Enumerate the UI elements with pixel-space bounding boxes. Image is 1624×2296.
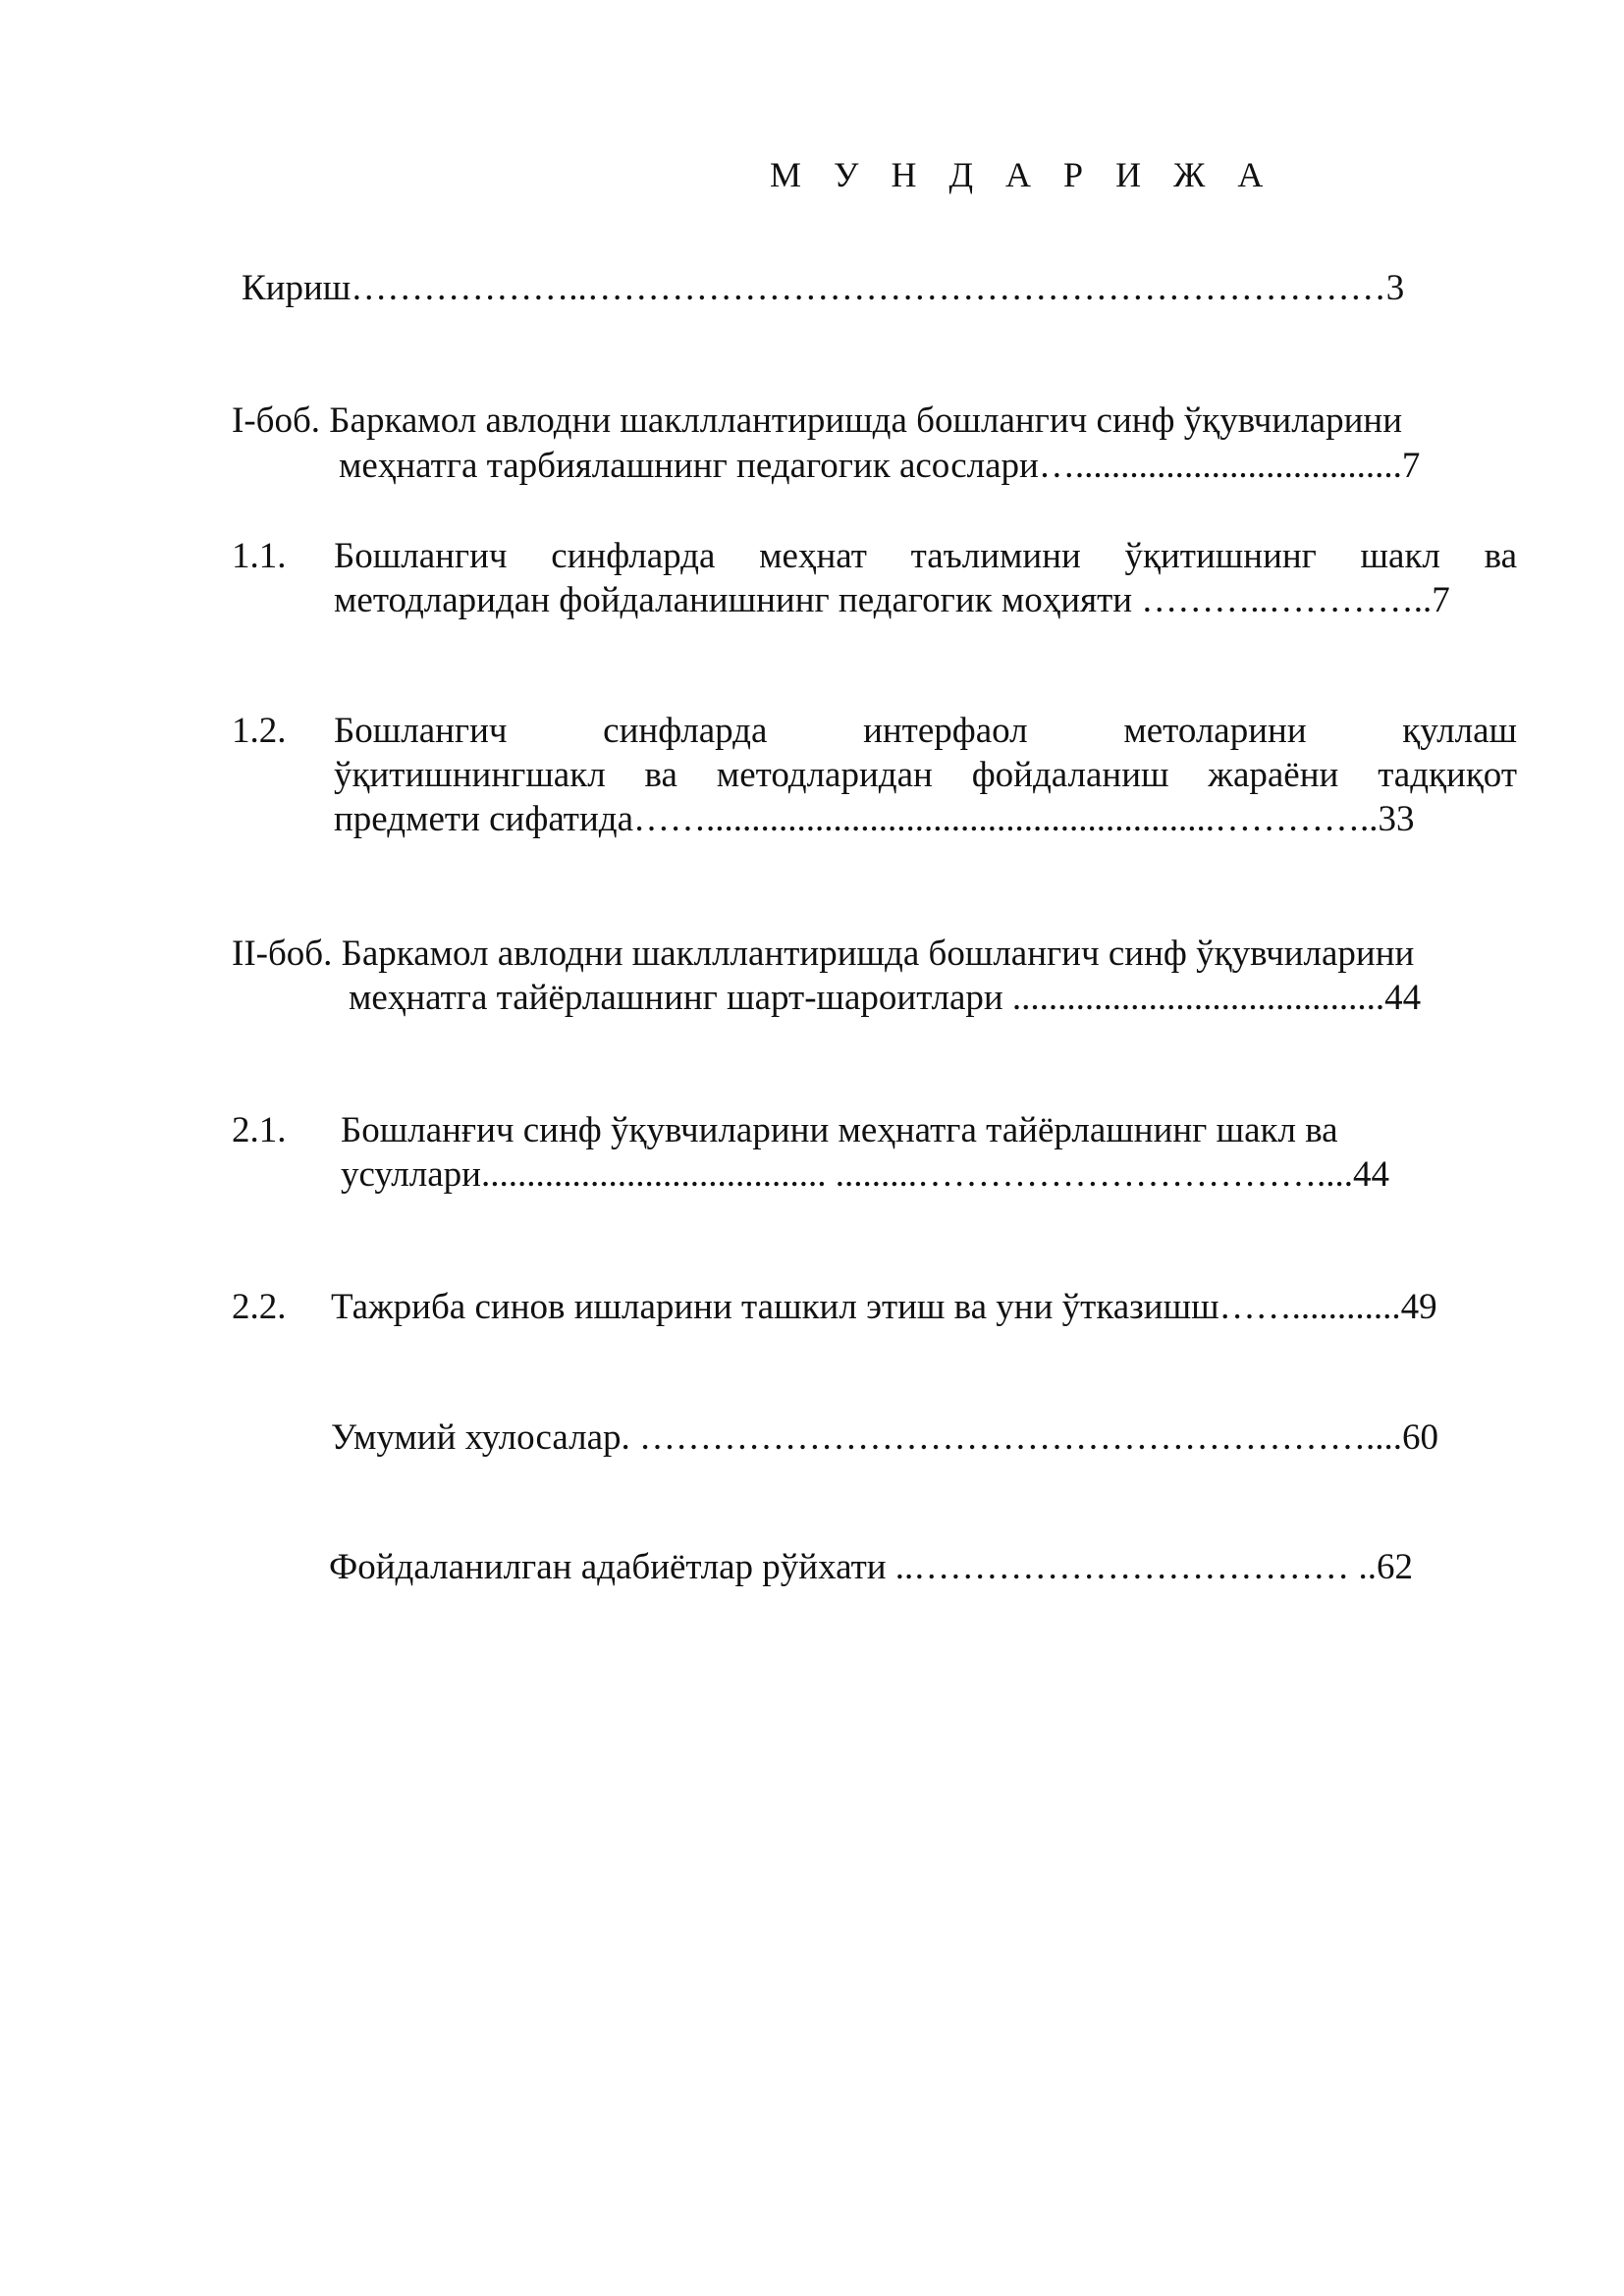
toc-entry-intro: Кириш………………..…………………………………………………………3 bbox=[242, 268, 1405, 308]
toc-section-2-1-number: 2.1. bbox=[232, 1110, 287, 1150]
toc-section-1-1-number: 1.1. bbox=[232, 536, 287, 576]
page-title: М У Н Д А Р И Ж А bbox=[770, 155, 1275, 194]
toc-section-2-1-line-2: усуллари...................................... .........……………………………....44 bbox=[341, 1154, 1389, 1195]
toc-chapter-2-line-2: меҳнатга тайёрлашнинг шарт-шароитлари .........................................44 bbox=[349, 978, 1422, 1018]
toc-section-1-2-line-2: ўқитишнингшакл ва методларидан фойдаланиш жараёни тадқиқот bbox=[334, 755, 1517, 795]
toc-section-1-1-line-2: методларидан фойдаланишнинг педагогик моҳияти ………..…………..7 bbox=[334, 580, 1450, 620]
toc-section-1-2-line-3: предмети сифатида……........................................................…………..33 bbox=[334, 799, 1415, 839]
toc-chapter-1-line-1: I-боб. Баркамол авлодни шаклллантиришда бошлангич синф ўқувчиларини bbox=[232, 400, 1403, 441]
toc-entry-references: Фойдаланилган адабиётлар рўйхати ..……………………………… ..62 bbox=[329, 1547, 1414, 1587]
toc-section-2-2-number: 2.2. bbox=[232, 1287, 287, 1327]
toc-chapter-2-line-1: II-боб. Баркамол авлодни шаклллантиришда бошлангич синф ўқувчиларини bbox=[232, 934, 1415, 974]
toc-section-1-2-line-1: Бошлангич синфларда интерфаол метоларини қуллаш bbox=[334, 711, 1517, 751]
toc-section-2-1-line-1: Бошланғич синф ўқувчиларини меҳнатга тайёрлашнинг шакл ва bbox=[341, 1110, 1338, 1150]
toc-section-1-1-line-1: Бошлангич синфларда меҳнат таълимини ўқитишнинг шакл ва bbox=[334, 536, 1517, 576]
toc-entry-conclusions: Умумий хулосалар. ……………………………………………………....60 bbox=[331, 1417, 1438, 1458]
toc-section-2-2-line-1: Тажриба синов ишларини ташкил этиш ва уни ўтказишш……............49 bbox=[331, 1287, 1437, 1327]
toc-chapter-1-line-2: меҳнатга тарбиялашнинг педагогик асослари…....................................7 bbox=[339, 446, 1421, 486]
toc-section-1-2-number: 1.2. bbox=[232, 711, 287, 751]
